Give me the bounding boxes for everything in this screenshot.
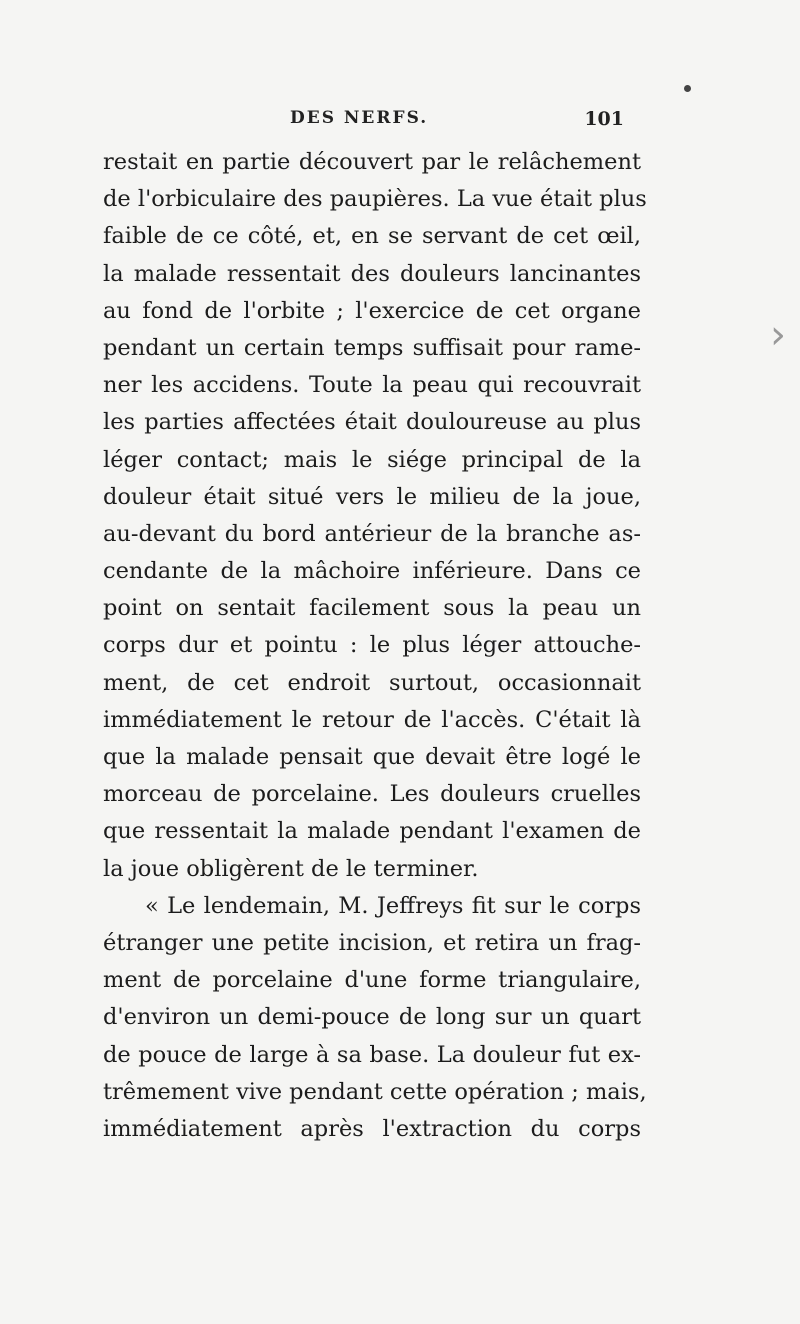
text-line: cendante de la mâchoire inférieure. Dans ce	[103, 558, 641, 585]
paragraph-start-line: « Le lendemain, M. Jeffreys fit sur le corps	[145, 892, 641, 919]
text-line: douleur était situé vers le milieu de la joue,	[103, 483, 641, 510]
text-line: d'environ un demi-pouce de long sur un quart	[103, 1004, 641, 1031]
text-line: que la malade pensait que devait être logé le	[103, 744, 641, 770]
ink-speck	[684, 85, 691, 92]
text-line: les parties affectées était douloureuse au plus	[103, 409, 641, 436]
text-line: étranger une petite incision, et retira un frag-	[103, 929, 641, 956]
text-line: de l'orbiculaire des paupières. La vue était plus	[103, 186, 647, 213]
paragraph-end-line: la joue obligèrent de le terminer.	[103, 855, 479, 882]
text-line: immédiatement le retour de l'accès. C'était là	[103, 706, 641, 733]
text-line: morceau de porcelaine. Les douleurs cruelles	[103, 781, 641, 808]
text-line: que ressentait la malade pendant l'examen de	[103, 818, 641, 845]
body-text	[103, 144, 647, 1148]
text-line: ment, de cet endroit surtout, occasionnait	[103, 669, 641, 696]
running-title: DES NERFS.	[290, 108, 429, 128]
text-line: restait en partie découvert par le relâchement	[103, 149, 641, 175]
text-line: immédiatement après l'extraction du corps	[103, 1115, 641, 1142]
text-line: point on sentait facilement sous la peau un	[103, 595, 641, 622]
text-line: corps dur et pointu : le plus léger attouche-	[103, 632, 641, 659]
text-line: pendant un certain temps suffisait pour rame-	[103, 334, 641, 361]
text-line: ment de porcelaine d'une forme triangulaire,	[103, 967, 641, 994]
text-line: de pouce de large à sa base. La douleur fut ex-	[103, 1041, 641, 1068]
text-line: la malade ressentait des douleurs lancinantes	[103, 260, 641, 287]
text-line: au-devant du bord antérieur de la branche as-	[103, 520, 641, 547]
text-line: ner les accidens. Toute la peau qui recouvrait	[103, 372, 641, 399]
page-number: 101	[584, 108, 624, 130]
text-line: faible de ce côté, et, en se servant de cet œil,	[103, 223, 641, 250]
text-line: au fond de l'orbite ; l'exercice de cet organe	[103, 297, 641, 324]
running-head	[100, 108, 630, 138]
text-line: léger contact; mais le siége principal de la	[103, 446, 641, 473]
margin-mark: ›	[770, 312, 786, 358]
text-line: trêmement vive pendant cette opération ; mais,	[103, 1078, 647, 1105]
